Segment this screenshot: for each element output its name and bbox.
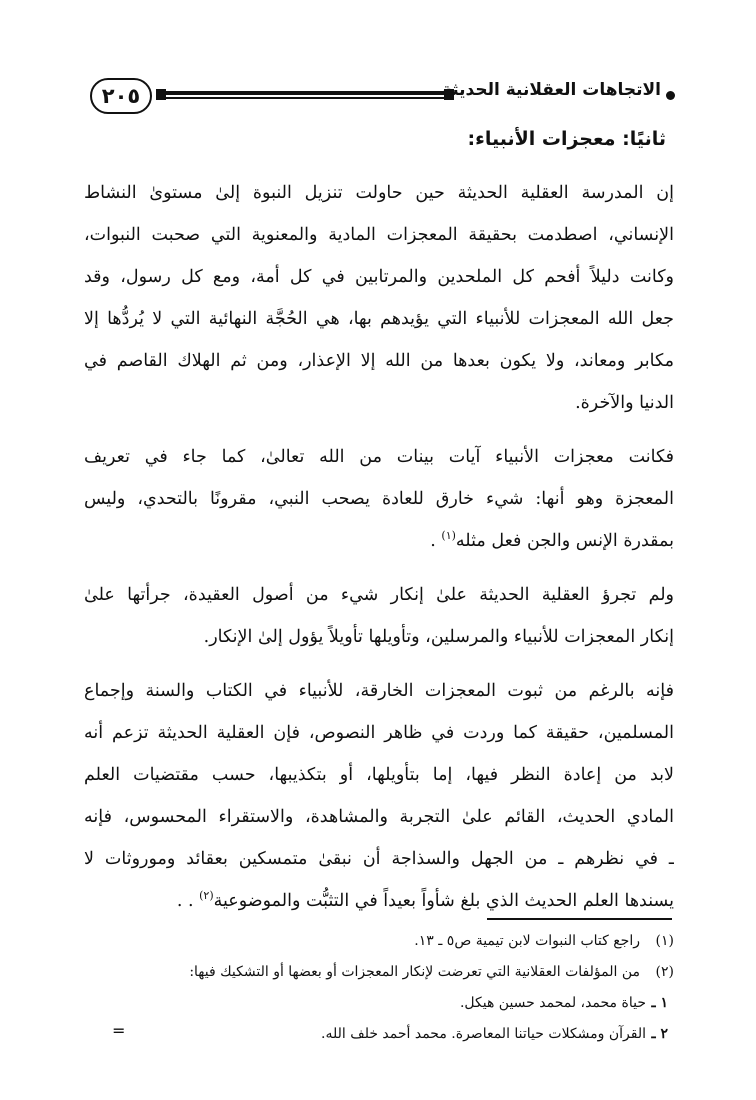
text-line-content: بمقدرة الإنس والجن فعل مثله [455,531,674,551]
header-rule-thick-line [156,91,454,95]
text-line: المعجزة وهو أنها: شيء خارق للعادة يصحب النبي، مقرونًا بالتحدي، وليس [84,489,674,509]
text-line: إنكار المعجزات للأنبياء والمرسلين، وتأويلها تأويلاً يؤول إلىٰ الإنكار. [203,627,674,647]
text-line: فإنه بالرغم من ثبوت المعجزات الخارقة، للأنبياء في الكتاب والسنة وإجماع [84,681,674,701]
footnote-1 [84,926,674,957]
text-line: مكابر ومعاند، ولا يكون بعدها من الله إلا الإعذار، ومن ثم الهلاك القاصم في [84,351,674,371]
section-heading: ثانيًا: معجزات الأنبياء: [467,128,666,150]
text-line-content: يسندها العلم الحديث الذي بلغ شأواً بعيداً في التثبُّت والموضوعية [213,891,674,911]
footnote-text: راجع كتاب النبوات لابن تيمية ص٥ ـ ١٣. [414,933,640,949]
footnotes [84,926,674,1050]
text-line: الدنيا والآخرة. [575,393,674,413]
footnote-item-number: ٢ ـ [651,1026,668,1042]
footnote-reference-2[interactable]: (٢) [199,889,214,903]
text-line-end: . . [176,891,200,911]
paragraph-2 [84,436,674,562]
text-line: لابد من إعادة النظر فيها، إما بتأويلها، أو بتكذيبها، حسب مقتضيات العلم [84,765,674,785]
text-line: الإنساني، اصطدمت بحقيقة المعجزات المادية والمعنوية التي صحبت النبوات، [84,225,674,245]
text-line-with-footnote [84,520,674,562]
footnote-reference-1[interactable]: (١) [441,529,456,543]
text-line: جعل الله المعجزات للأنبياء التي يؤيدهم بها، هي الحُجَّة النهائية التي لا يُردُّها إلا [84,309,674,329]
text-line: إن المدرسة العقلية الحديثة حين حاولت تنزيل النبوة إلىٰ مستوىٰ النشاط [84,183,674,203]
header-rule-thin-line [156,97,454,99]
paragraph-3 [84,574,674,658]
text-line-end: . [430,531,442,551]
text-line-with-footnote [84,880,674,922]
footnote-item-text: حياة محمد، لمحمد حسين هيكل. [459,995,646,1011]
footnote-2-item-1 [84,988,674,1019]
footnote-text: من المؤلفات العقلانية التي تعرضت لإنكار المعجزات أو بعضها أو التشكيك فيها: [189,964,640,980]
footnote-number: (١) [655,933,674,949]
page-number: ٢٠٥ [90,78,152,114]
text-line: المادي الحديث، القائم علىٰ التجربة والمشاهدة، والاستقراء المحسوس، فإنه [84,807,674,827]
footnote-number: (٢) [655,964,674,980]
running-header [90,74,675,118]
text-line: فكانت معجزات الأنبياء آيات بينات من الله تعالىٰ، كما جاء في تعريف [84,447,674,467]
body-text [84,172,674,934]
footnote-item-number: ١ ـ [651,995,668,1011]
header-rule-square-left [156,89,166,100]
footnote-2 [84,957,674,988]
paragraph-4 [84,670,674,922]
text-line: ـ في نظرهم ـ من الجهل والسذاجة أن نبقىٰ متمسكين بعقائد وموروثات لا [84,849,674,869]
footnote-2-item-2 [84,1019,674,1050]
bullet-icon [666,91,675,100]
text-line: وكانت دليلاً أفحم كل الملحدين والمرتابين في كل أمة، ومع كل رسول، وقد [84,267,674,287]
running-title: الاتجاهات العقلانية الحديثة [441,80,661,100]
continuation-mark: = [112,1021,126,1040]
paragraph-1 [84,172,674,424]
footnote-item-text: القرآن ومشكلات حياتنا المعاصرة. محمد أحمد خلف الله. [321,1026,646,1042]
text-line: ولم تجرؤ العقلية الحديثة علىٰ إنكار شيء من أصول العقيدة، جرأتها علىٰ [84,585,674,605]
header-rule [156,91,454,99]
text-line: المسلمين، حقيقة كما وردت في ظاهر النصوص، فإن العقلية الحديثة تزعم أنه [84,723,674,743]
footnote-separator [487,918,672,920]
